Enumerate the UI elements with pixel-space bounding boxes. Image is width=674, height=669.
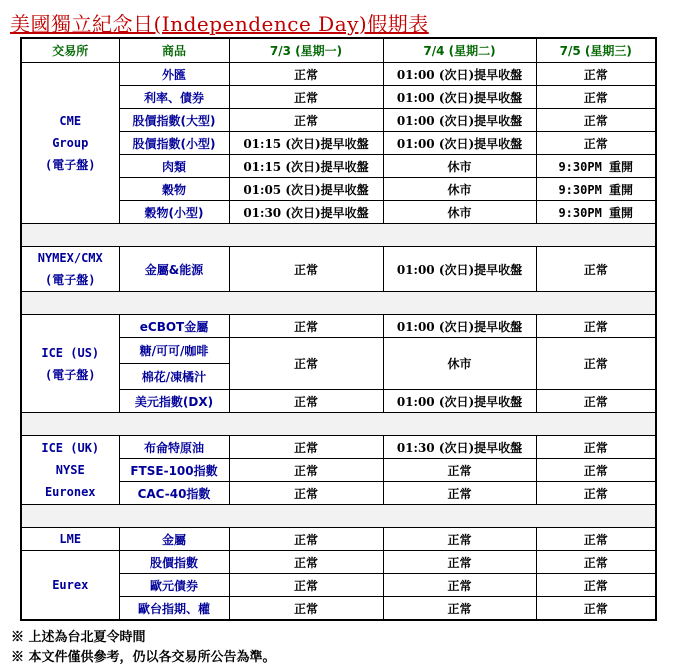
status-jul4: 正常 <box>383 574 536 597</box>
exchange-cell-ice-us <box>21 315 119 413</box>
product-name: 糖/可可/咖啡 <box>119 338 229 364</box>
header-date-jul4: 7/4 (星期二) <box>383 38 536 63</box>
status-jul5: 正常 <box>536 597 656 621</box>
product-name: 穀物 <box>119 178 229 201</box>
exchange-type: (電子盤) <box>45 158 96 172</box>
status-jul3: 正常 <box>229 482 383 505</box>
exchange-cell-nymex <box>21 247 119 292</box>
header-date-jul3: 7/3 (星期一) <box>229 38 383 63</box>
status-jul5: 9:30PM 重開 <box>536 178 656 201</box>
status-jul5: 正常 <box>536 338 656 390</box>
product-name: 肉類 <box>119 155 229 178</box>
status-jul4: 休市 <box>383 155 536 178</box>
exchange-name: ICE (UK) <box>41 441 100 455</box>
exchange-cell-cme <box>21 63 119 224</box>
product-name: 股價指數(大型) <box>119 109 229 132</box>
table-row <box>21 551 656 574</box>
product-name: 美元指數(DX) <box>119 390 229 413</box>
status-jul4: 01:30 (次日)提早收盤 <box>383 436 536 459</box>
status-jul5: 正常 <box>536 459 656 482</box>
status-jul3: 正常 <box>229 390 383 413</box>
status-jul3: 正常 <box>229 597 383 621</box>
product-name: 布侖特原油 <box>119 436 229 459</box>
status-jul5: 正常 <box>536 315 656 338</box>
status-jul5: 正常 <box>536 390 656 413</box>
exchange-name: NYMEX/CMX <box>37 251 103 265</box>
status-jul4: 休市 <box>383 338 536 390</box>
header-exchange: 交易所 <box>21 38 119 63</box>
separator-cell <box>21 505 656 528</box>
status-jul4: 正常 <box>383 551 536 574</box>
product-name: 金屬 <box>119 528 229 551</box>
status-jul4: 休市 <box>383 201 536 224</box>
separator-row <box>21 224 656 247</box>
header-row <box>21 38 656 63</box>
status-jul4: 正常 <box>383 459 536 482</box>
status-jul4: 正常 <box>383 482 536 505</box>
exchange-type: (電子盤) <box>45 367 96 382</box>
exchange-name: ICE (US) <box>41 345 100 360</box>
status-jul4: 01:00 (次日)提早收盤 <box>383 63 536 86</box>
status-jul5: 正常 <box>536 436 656 459</box>
product-name: eCBOT金屬 <box>119 315 229 338</box>
exchange-cell-eurex <box>21 551 119 621</box>
status-jul4: 01:00 (次日)提早收盤 <box>383 390 536 413</box>
status-jul3: 01:15 (次日)提早收盤 <box>229 155 383 178</box>
status-jul3: 正常 <box>229 551 383 574</box>
product-name: 利率、債券 <box>119 86 229 109</box>
status-jul5: 正常 <box>536 482 656 505</box>
exchange-name: CME <box>59 114 82 128</box>
exchange-name: Group <box>52 136 89 150</box>
status-jul3: 正常 <box>229 459 383 482</box>
status-jul4: 正常 <box>383 597 536 621</box>
status-jul4: 01:00 (次日)提早收盤 <box>383 109 536 132</box>
header-date-jul5: 7/5 (星期三) <box>536 38 656 63</box>
table-row <box>21 528 656 551</box>
separator-row <box>21 292 656 315</box>
status-jul4: 01:00 (次日)提早收盤 <box>383 86 536 109</box>
document-title: 美國獨立紀念日(Independence Day)假期表 <box>10 12 429 36</box>
status-jul3: 正常 <box>229 338 383 390</box>
exchange-name: LME <box>59 532 82 546</box>
status-jul3: 01:30 (次日)提早收盤 <box>229 201 383 224</box>
status-jul3: 01:15 (次日)提早收盤 <box>229 132 383 155</box>
status-jul4: 01:00 (次日)提早收盤 <box>383 315 536 338</box>
exchange-name: NYSE <box>55 463 85 477</box>
product-name: CAC-40指數 <box>119 482 229 505</box>
status-jul4: 01:00 (次日)提早收盤 <box>383 247 536 292</box>
status-jul5: 正常 <box>536 109 656 132</box>
product-name: 金屬&能源 <box>119 247 229 292</box>
status-jul5: 9:30PM 重開 <box>536 201 656 224</box>
status-jul3: 正常 <box>229 528 383 551</box>
status-jul4: 休市 <box>383 178 536 201</box>
status-jul3: 正常 <box>229 109 383 132</box>
exchange-cell-lme <box>21 528 119 551</box>
separator-row <box>21 505 656 528</box>
table-row <box>21 247 656 292</box>
status-jul3: 正常 <box>229 436 383 459</box>
product-name: 外匯 <box>119 63 229 86</box>
status-jul5: 正常 <box>536 132 656 155</box>
status-jul5: 正常 <box>536 528 656 551</box>
product-name: 股價指數(小型) <box>119 132 229 155</box>
product-name: 穀物(小型) <box>119 201 229 224</box>
status-jul3: 正常 <box>229 247 383 292</box>
footnote-timezone: ※ 上述為台北夏令時間 <box>11 630 146 645</box>
footnote-disclaimer: ※ 本文件僅供參考，仍以各交易所公告為準。 <box>11 650 276 665</box>
table-row <box>21 63 656 86</box>
exchange-name: Euronex <box>44 485 96 499</box>
status-jul4: 01:00 (次日)提早收盤 <box>383 132 536 155</box>
status-jul3: 正常 <box>229 315 383 338</box>
status-jul5: 正常 <box>536 63 656 86</box>
status-jul3: 01:05 (次日)提早收盤 <box>229 178 383 201</box>
holiday-schedule-table <box>20 37 657 621</box>
exchange-name: Eurex <box>52 578 89 592</box>
separator-cell <box>21 413 656 436</box>
status-jul3: 正常 <box>229 63 383 86</box>
exchange-type: (電子盤) <box>45 273 96 287</box>
product-name: 歐台指期、權 <box>119 597 229 621</box>
status-jul5: 正常 <box>536 247 656 292</box>
header-product: 商品 <box>119 38 229 63</box>
status-jul5: 9:30PM 重開 <box>536 155 656 178</box>
table-row <box>21 315 656 338</box>
status-jul5: 正常 <box>536 86 656 109</box>
status-jul5: 正常 <box>536 574 656 597</box>
product-name: 棉花/凍橘汁 <box>119 364 229 390</box>
status-jul3: 正常 <box>229 574 383 597</box>
separator-row <box>21 413 656 436</box>
status-jul3: 正常 <box>229 86 383 109</box>
product-name: 股價指數 <box>119 551 229 574</box>
status-jul4: 正常 <box>383 528 536 551</box>
status-jul5: 正常 <box>536 551 656 574</box>
separator-cell <box>21 224 656 247</box>
table-row <box>21 436 656 459</box>
separator-cell <box>21 292 656 315</box>
exchange-cell-ice-uk <box>21 436 119 505</box>
product-name: 歐元債券 <box>119 574 229 597</box>
product-name: FTSE-100指數 <box>119 459 229 482</box>
